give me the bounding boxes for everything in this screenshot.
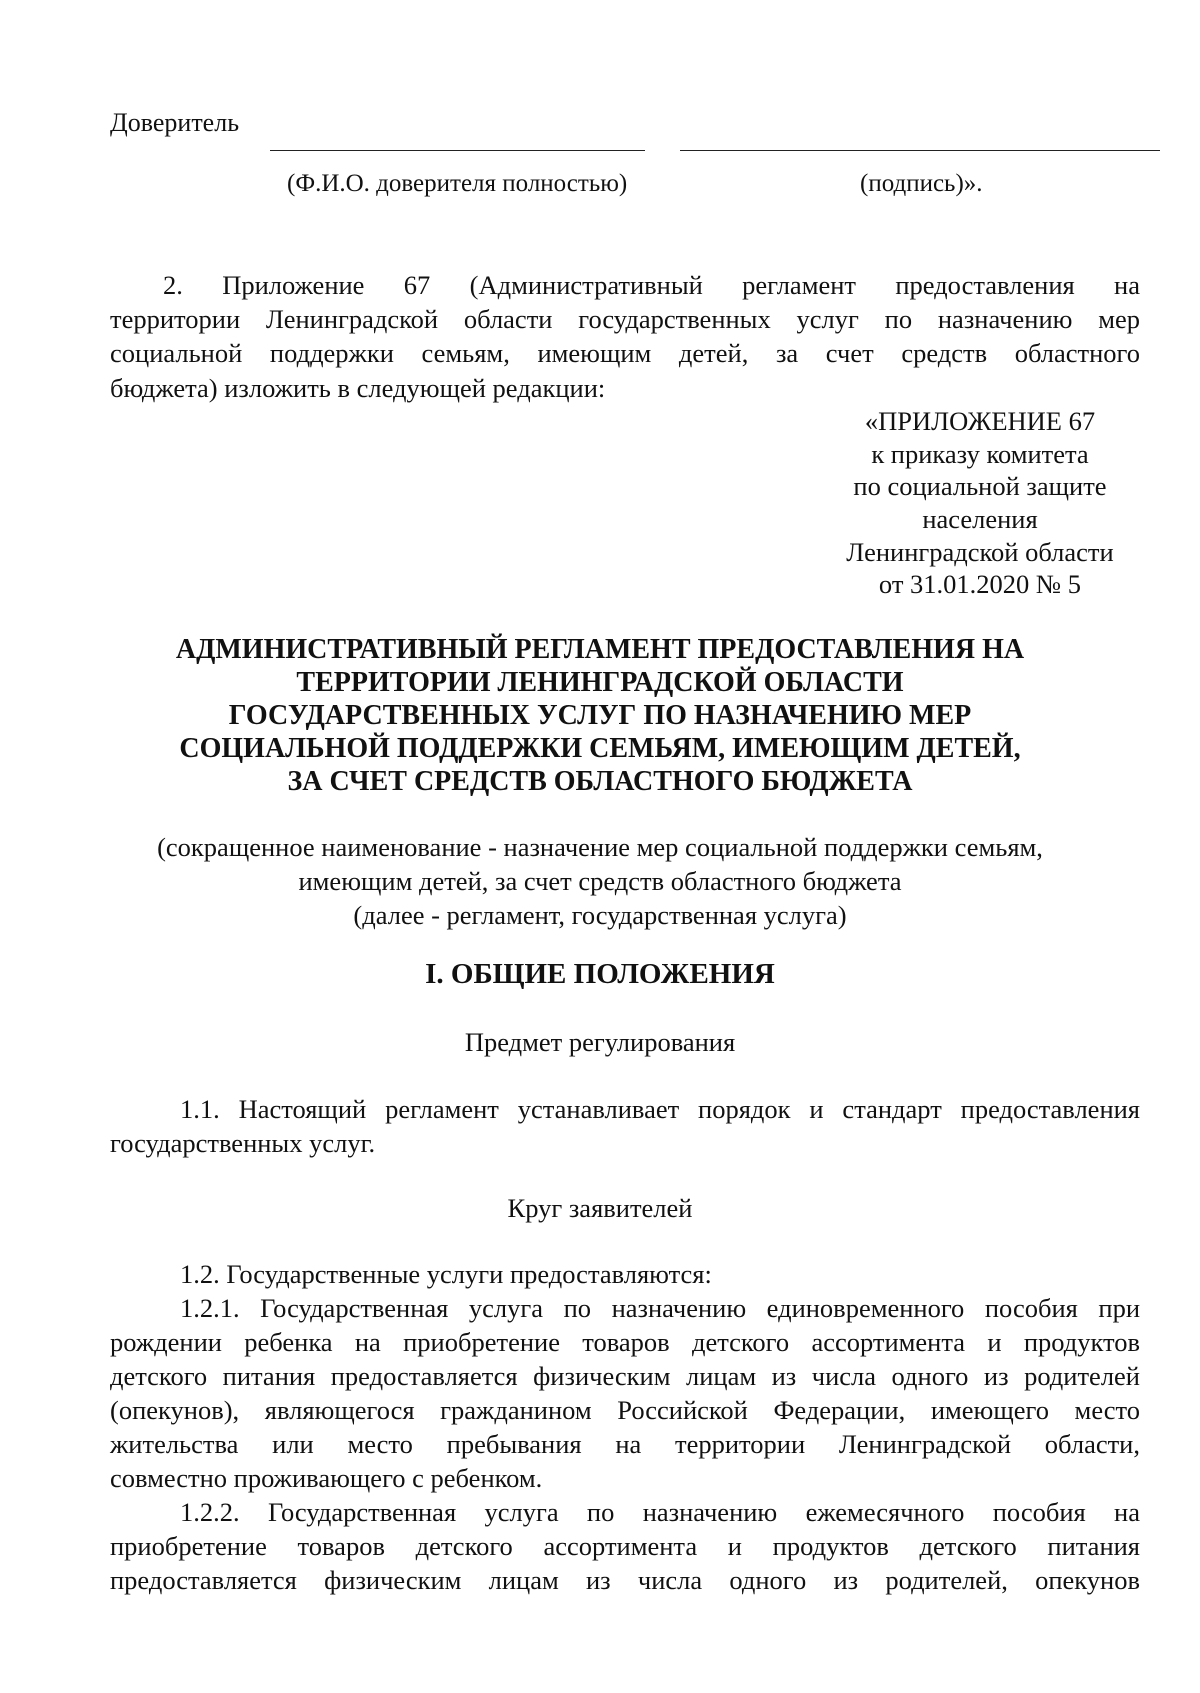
appendix-line-3: по социальной защите — [853, 471, 1107, 501]
p1-2-1-line-4: (опекунов), являющегося гражданином Российской Федерации, имеющего место — [110, 1395, 1140, 1425]
item2-line-4: бюджета) изложить в следующей редакции: — [110, 373, 606, 403]
item2-line-2: территории Ленинградской области государственных услуг по назначению мер — [110, 304, 1140, 334]
p1-2-1-line-5: жительства или место пребывания на территории Ленинградской области, — [110, 1429, 1140, 1459]
appendix-line-4: населения — [922, 504, 1038, 534]
p1-2-2-line-3: предоставляется физическим лицам из числа одного из родителей, опекунов — [110, 1565, 1140, 1595]
title-line-5: ЗА СЧЕТ СРЕДСТВ ОБЛАСТНОГО БЮДЖЕТА — [287, 766, 913, 797]
title-line-4: СОЦИАЛЬНОЙ ПОДДЕРЖКИ СЕМЬЯМ, ИМЕЮЩИМ ДЕТЕЙ, — [179, 733, 1021, 764]
signature-name-line — [270, 150, 645, 151]
section-heading: I. ОБЩИЕ ПОЛОЖЕНИЯ — [425, 958, 775, 990]
appendix-line-1: «ПРИЛОЖЕНИЕ 67 — [864, 406, 1096, 436]
item2-line-1: 2. Приложение 67 (Административный регламент предоставления на — [163, 270, 1140, 300]
title-line-1: АДМИНИСТРАТИВНЫЙ РЕГЛАМЕНТ ПРЕДОСТАВЛЕНИЯ НА — [175, 634, 1025, 665]
title-line-3: ГОСУДАРСТВЕННЫХ УСЛУГ ПО НАЗНАЧЕНИЮ МЕР — [228, 700, 972, 731]
signature-label: Доверитель — [110, 108, 240, 137]
short-name-line-2: имеющим детей, за счет средств областного бюджета — [298, 866, 902, 896]
p1-1-line-2: государственных услуг. — [110, 1128, 376, 1158]
p1-2-1-line-3: детского питания предоставляется физическим лицам из числа одного из родителей — [110, 1361, 1140, 1391]
short-name-line-3: (далее - регламент, государственная услуга) — [353, 900, 847, 930]
short-name-line-1: (сокращенное наименование - назначение мер социальной поддержки семьям, — [157, 832, 1043, 862]
p1-1-line-1: 1.1. Настоящий регламент устанавливает порядок и стандарт предоставления — [180, 1094, 1140, 1124]
p1-2: 1.2. Государственные услуги предоставляются: — [180, 1259, 712, 1289]
signature-sign-line — [680, 150, 1160, 151]
applicants-heading: Круг заявителей — [507, 1193, 693, 1223]
signature-sign-caption: (подпись)». — [860, 170, 983, 197]
signature-name-caption: (Ф.И.О. доверителя полностью) — [287, 170, 628, 197]
p1-2-1-line-2: рождении ребенка на приобретение товаров детского ассортимента и продуктов — [110, 1327, 1140, 1357]
subject-heading: Предмет регулирования — [464, 1027, 736, 1057]
appendix-line-5: Ленинградской области — [846, 537, 1114, 567]
appendix-line-2: к приказу комитета — [871, 439, 1089, 469]
p1-2-2-line-1: 1.2.2. Государственная услуга по назначению ежемесячного пособия на — [180, 1497, 1140, 1527]
p1-2-1-line-6: совместно проживающего с ребенком. — [110, 1463, 543, 1493]
title-line-2: ТЕРРИТОРИИ ЛЕНИНГРАДСКОЙ ОБЛАСТИ — [296, 667, 904, 698]
p1-2-1-line-1: 1.2.1. Государственная услуга по назначению единовременного пособия при — [180, 1293, 1140, 1323]
appendix-line-6: от 31.01.2020 № 5 — [878, 569, 1082, 599]
item2-line-3: социальной поддержки семьям, имеющим детей, за счет средств областного — [110, 338, 1140, 368]
p1-2-2-line-2: приобретение товаров детского ассортимента и продуктов детского питания — [110, 1531, 1140, 1561]
